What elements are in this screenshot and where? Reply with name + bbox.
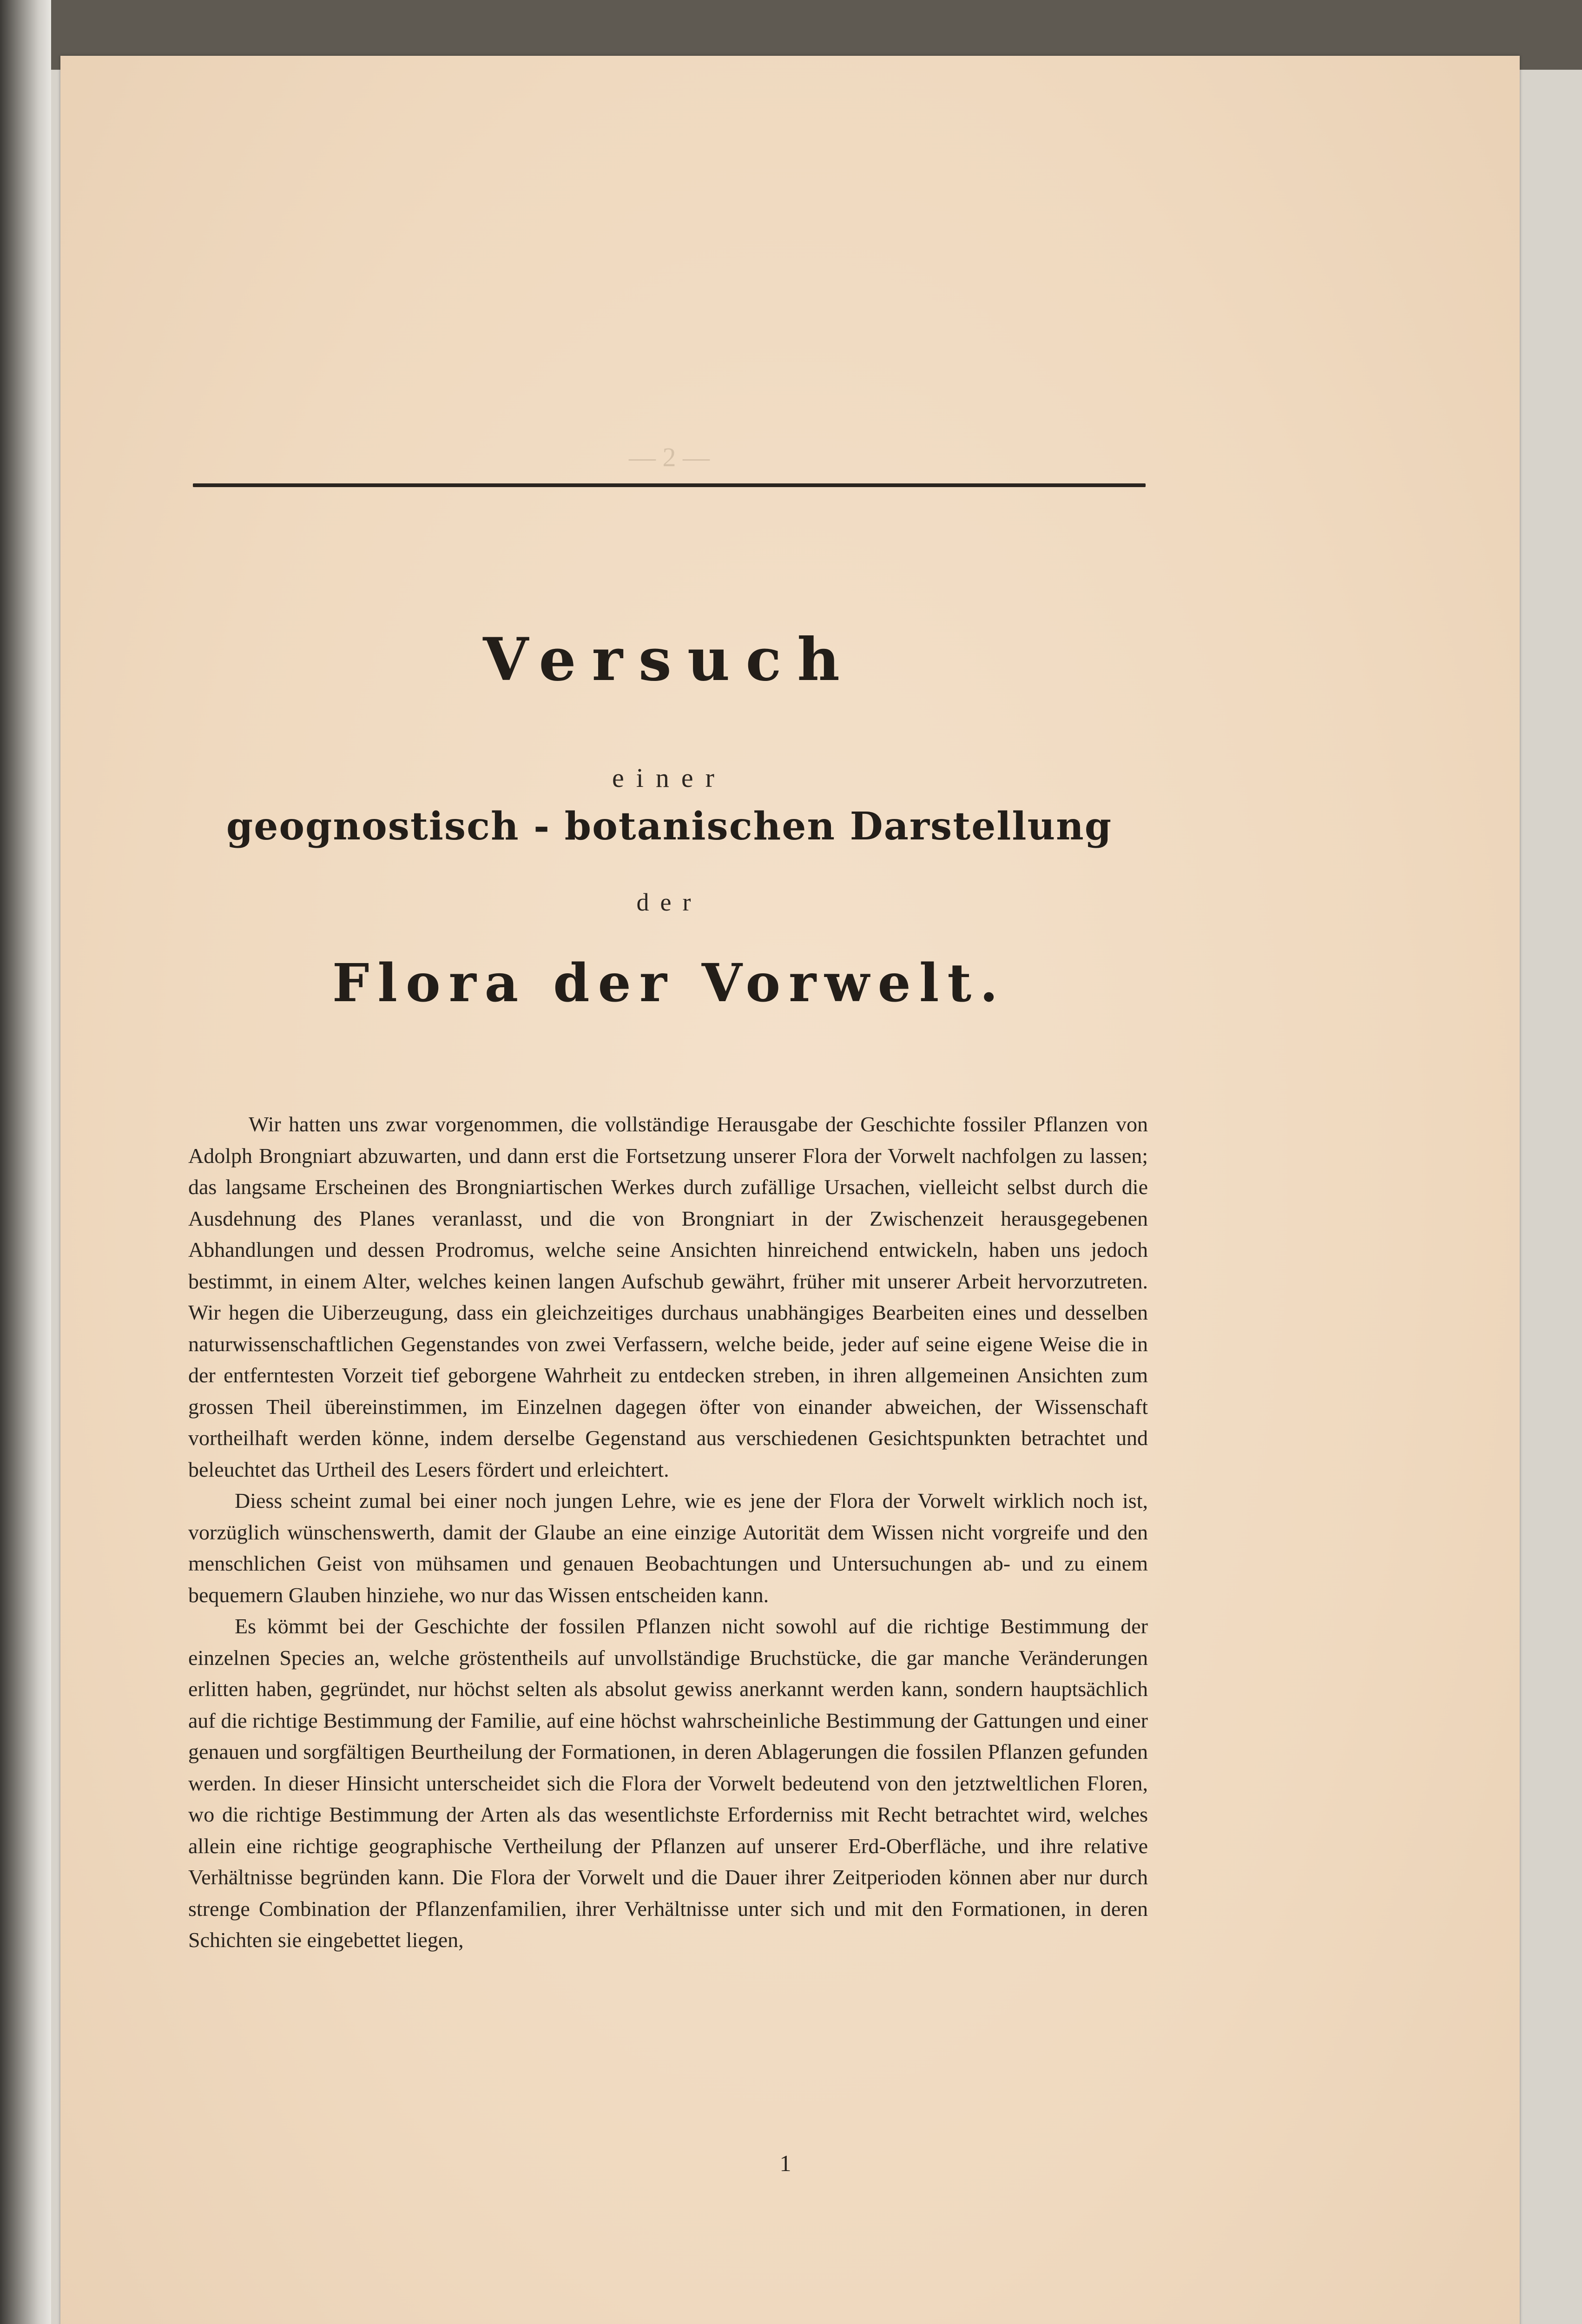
- title-rule: [193, 483, 1146, 487]
- book-spine-edge: [0, 0, 51, 2324]
- paragraph-1: Wir hatten uns zwar vorgenommen, die vollständige Herausgabe der Geschichte fossiler Pflanzen von Adolph Brongniart abzuwarten, und dann erst die Fortsetzung unserer Flora der Vorwelt nachfolgen zu lassen; das langsame Erscheinen des Brongniartischen Werkes durch zufällige Ursachen, vielleicht selbst durch die Ausdehnung des Planes veranlasst, und die von Brongniart in der Zwischenzeit herausgegebenen Abhandlungen und dessen Prodromus, welche seine Ansichten hinreichend entwickeln, haben uns jedoch bestimmt, in einem Alter, welches keinen langen Aufschub gewährt, früher mit unserer Arbeit hervorzutreten. Wir hegen die Uiberzeugung, dass ein gleichzeitiges durchaus unabhängiges Bearbeiten eines und desselben naturwissenschaftlichen Gegenstandes von zwei Verfassern, welche beide, jeder auf seine eigene Weise die in der entferntesten Vorzeit tief geborgene Wahrheit zu entdecken streben, in ihren allgemeinen Ansichten zum grossen Theil übereinstimmen, im Einzelnen dagegen öfter von einander abweichen, der Wissenschaft vortheilhaft werden könne, indem derselbe Gegenstand aus verschiedenen Gesichtspunkten betrachtet und beleuchtet das Urtheil des Lesers fördert und erleichtert.: [188, 1112, 1148, 1481]
- signature-mark: 1: [779, 2150, 791, 2176]
- scanned-page: [60, 56, 1520, 2324]
- title-einer: einer: [612, 763, 726, 793]
- title-darstellung: geognostisch - botanischen Darstellung: [226, 804, 1113, 849]
- title-der: der: [636, 888, 702, 916]
- title-flora-der-vorwelt: Flora der Vorwelt.: [332, 953, 1007, 1014]
- title-versuch: Versuch: [483, 625, 856, 694]
- body-text: [188, 1109, 1148, 1956]
- running-page-number: — 2 —: [629, 442, 710, 472]
- paragraph-2: Diess scheint zumal bei einer noch jungen Lehre, wie es jene der Flora der Vorwelt wirklich noch ist, vorzüglich wünschenswerth, damit der Glaube an eine einzige Autorität dem Wissen nicht vorgreife und den menschlichen Geist von mühsamen und genauen Beobachtungen und Untersuchungen ab- und zu einem bequemern Glauben hinziehe, wo nur das Wissen entscheiden kann.: [188, 1489, 1148, 1607]
- paragraph-3: Es kömmt bei der Geschichte der fossilen Pflanzen nicht sowohl auf die richtige Bestimmung der einzelnen Species an, welche gröstentheils auf unvollständige Bruchstücke, die gar manche Veränderungen erlitten haben, gegründet, nur höchst selten als absolut gewiss anerkannt werden kann, sondern hauptsächlich auf die richtige Bestimmung der Familie, auf eine höchst wahrscheinliche Bestimmung der Gattungen und einer genauen und sorgfältigen Beurtheilung der Formationen, in deren Ablagerungen die fossilen Pflanzen gefunden werden. In dieser Hinsicht unterscheidet sich die Flora der Vorwelt bedeutend von den jetztweltlichen Floren, wo die richtige Bestimmung der Arten als das wesentlichste Erforderniss mit Recht betrachtet wird, welches allein eine richtige geographische Vertheilung der Pflanzen auf unserer Erd-Oberfläche, und ihre relative Verhältnisse begründen kann. Die Flora der Vorwelt und die Dauer ihrer Zeitperioden können aber nur durch strenge Combination der Pflanzenfamilien, ihrer Verhältnisse unter sich und mit den Formationen, in deren Schichten sie eingebettet liegen,: [188, 1614, 1148, 1952]
